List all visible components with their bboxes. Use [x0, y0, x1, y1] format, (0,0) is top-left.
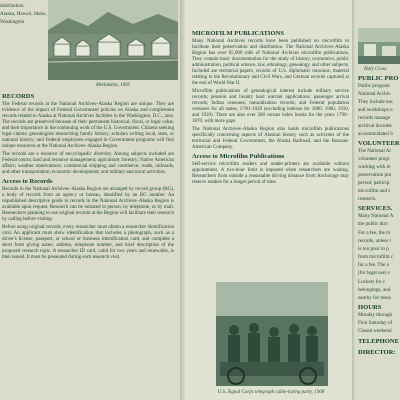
- photo2-caption: U.S. Signal Corps telegraph cable-laying party, 1908: [217, 390, 325, 395]
- microfilm-paragraph: Many National Archives records have been published on microfilm to facilitate their preservation and distribution. The National Archives–Alaska Region has over 65,000 rolls of National Archives microfilm publications. They contain basic documentation for the study of history, economics, public administration, political science, law, ethnology, genealogy, and other subjects. Included are territorial papers, records of U.S. diplomatic missions, material relating to the Revolutionary and Civil Wars, and German records captured at the end of World War II.: [192, 38, 349, 86]
- records-paragraph: The records are a resource of encyclopedic diversity. Among subjects included are Federal courts; land and resource management; agriculture; forestry; Native American affairs; weather observations; commercial shipping and commerce; roads, railroads, and other transportation; economic development; and military and naval activities.: [2, 151, 174, 175]
- frag-line: and workshops o: [358, 107, 393, 113]
- access-paragraph: Before using original records, every researcher must obtain a researcher identification card. An applicant must show identification that includes a photograph, such as a driver's license, passport, or school or business identification card, and complete a short form giving name, address, telephone number, and brief description of the proposed research topic. A researcher ID card, valid for two years and renewable, is then issued. It must be presented during each research visit.: [2, 224, 174, 260]
- telephone-label: TELEPHONE: [358, 338, 400, 345]
- microfilm-paragraph: The National Archives–Alaska Region also holds microfilm publications specifically concerning aspects of Alaskan history such as activities of the territorial and Federal Government, the Alaska Railroad, and the Russian-American Company.: [192, 126, 349, 150]
- microfilm-access-paragraph: Self-service microfilm readers and reader-printers are available without appointment. A two-hour limit is imposed when researchers are waiting. Researchers from outside a reasonable driving distance from Anchorage may reserve readers for a longer period of time.: [192, 161, 349, 185]
- frag-line: Monday through: [358, 312, 393, 318]
- frag-line: archival docume: [358, 123, 392, 129]
- records-section: [2, 90, 174, 262]
- frag-line: First Saturday of: [358, 320, 393, 326]
- intro-fragment: [0, 0, 48, 44]
- frag-line: is too poor to p: [358, 246, 389, 252]
- intro-line: Alaska, Hawaii, Idaho,: [0, 11, 47, 17]
- frag-line: (for legal use) c: [358, 270, 391, 276]
- holy-cross-photo-image: [358, 28, 400, 64]
- panel-left: [0, 0, 180, 400]
- microfilm-heading: MICROFILM PUBLICATIONS: [192, 30, 285, 37]
- intro-line: distribution.: [0, 3, 25, 9]
- microfilm-paragraph: Microfilm publications of genealogical interest include military service records; pension and bounty land warrant applications; passenger arrival records; Indian censuses; naturalization records; and Federal population censuses for all states, 1790–1920 (excluding indexes for 1880, 1900, 1910, and 1920). There are also over 300 census index books for the years 1790–1870, with more gaps.: [192, 88, 349, 124]
- frag-line: records, unless t: [358, 238, 391, 244]
- photo-signal-corps: [216, 282, 328, 386]
- photo-metlakatla: [48, 0, 178, 80]
- photo-holy-cross: [358, 28, 400, 64]
- frag-line: Lockers for c: [358, 279, 386, 285]
- photo3-caption: Holy Cross: [364, 67, 387, 72]
- frag-line: For a fee, the m: [358, 230, 391, 236]
- frag-line: Many National A: [358, 213, 394, 219]
- frag-line: accommodated S: [358, 131, 393, 137]
- volunteer-heading: VOLUNTEER: [358, 140, 400, 147]
- access-heading: Access to Records: [2, 178, 53, 185]
- village-photo-image: [48, 0, 178, 80]
- frag-line: the public thro: [358, 221, 388, 227]
- director-label: DIRECTOR:: [358, 349, 396, 356]
- photo1-caption: Metlakatla, 1895: [95, 83, 131, 88]
- records-paragraph: The Federal records at the National Archives–Alaska Region are unique. They are evidence of the impact of Federal Government policies on Alaska and complement records related to Alaska at National Archives facilities in the Washington, D.C., area. The records are preserved because of their permanent historical, fiscal, or legal value, and their importance in the continuing work of the U.S. Government. Citizens seeking legal claims; genealogists researching family history; scholars writing local, state, or national history; and Federal employees engaged in Government programs will find unique resources at the National Archives–Alaska Region.: [2, 101, 174, 149]
- hours-heading: HOURS: [358, 304, 382, 311]
- frag-line: for a fee. The a: [358, 262, 389, 268]
- frag-line: from microfilm c: [358, 254, 394, 260]
- frag-line: records manage: [358, 115, 391, 121]
- panel-middle: [186, 0, 352, 400]
- frag-line: working with re: [358, 164, 391, 170]
- frag-line: volunteer progr: [358, 156, 390, 162]
- frag-line: The National Ar: [358, 148, 392, 154]
- frag-line: National Archiv: [358, 91, 391, 97]
- frag-line: period; particip: [358, 180, 390, 186]
- frag-line: Public program: [358, 83, 390, 89]
- frag-line: preservation pro: [358, 172, 392, 178]
- records-heading: RECORDS: [2, 93, 35, 100]
- public-programs-heading: PUBLIC PRO: [358, 75, 399, 82]
- services-heading: SERVICES.: [358, 205, 393, 212]
- frag-line: Closed weekend: [358, 328, 392, 334]
- frag-line: microfilm and s: [358, 188, 391, 194]
- cable-laying-photo-image: [216, 282, 328, 386]
- panel-right: [356, 0, 400, 400]
- frag-line: They include tou: [358, 99, 393, 105]
- microfilm-access-heading: Access to Microfilm Publications: [192, 153, 285, 160]
- frag-line: nearby for resea: [358, 295, 391, 301]
- frag-line: research.: [358, 196, 377, 202]
- access-paragraph: Records in the National Archives–Alaska Region are arranged by record group (RG), a body of records from an agency or bureau, identified by an RG number. An unpublished descriptive guide to records in the National Archives–Alaska Region is available upon request. Research can be initiated in person, by telephone, or by mail. Researchers planning to use original records at the Region will facilitate their research by calling before visiting.: [2, 186, 174, 222]
- intro-line: Washington: [0, 19, 25, 25]
- frag-line: belongings, and: [358, 287, 391, 293]
